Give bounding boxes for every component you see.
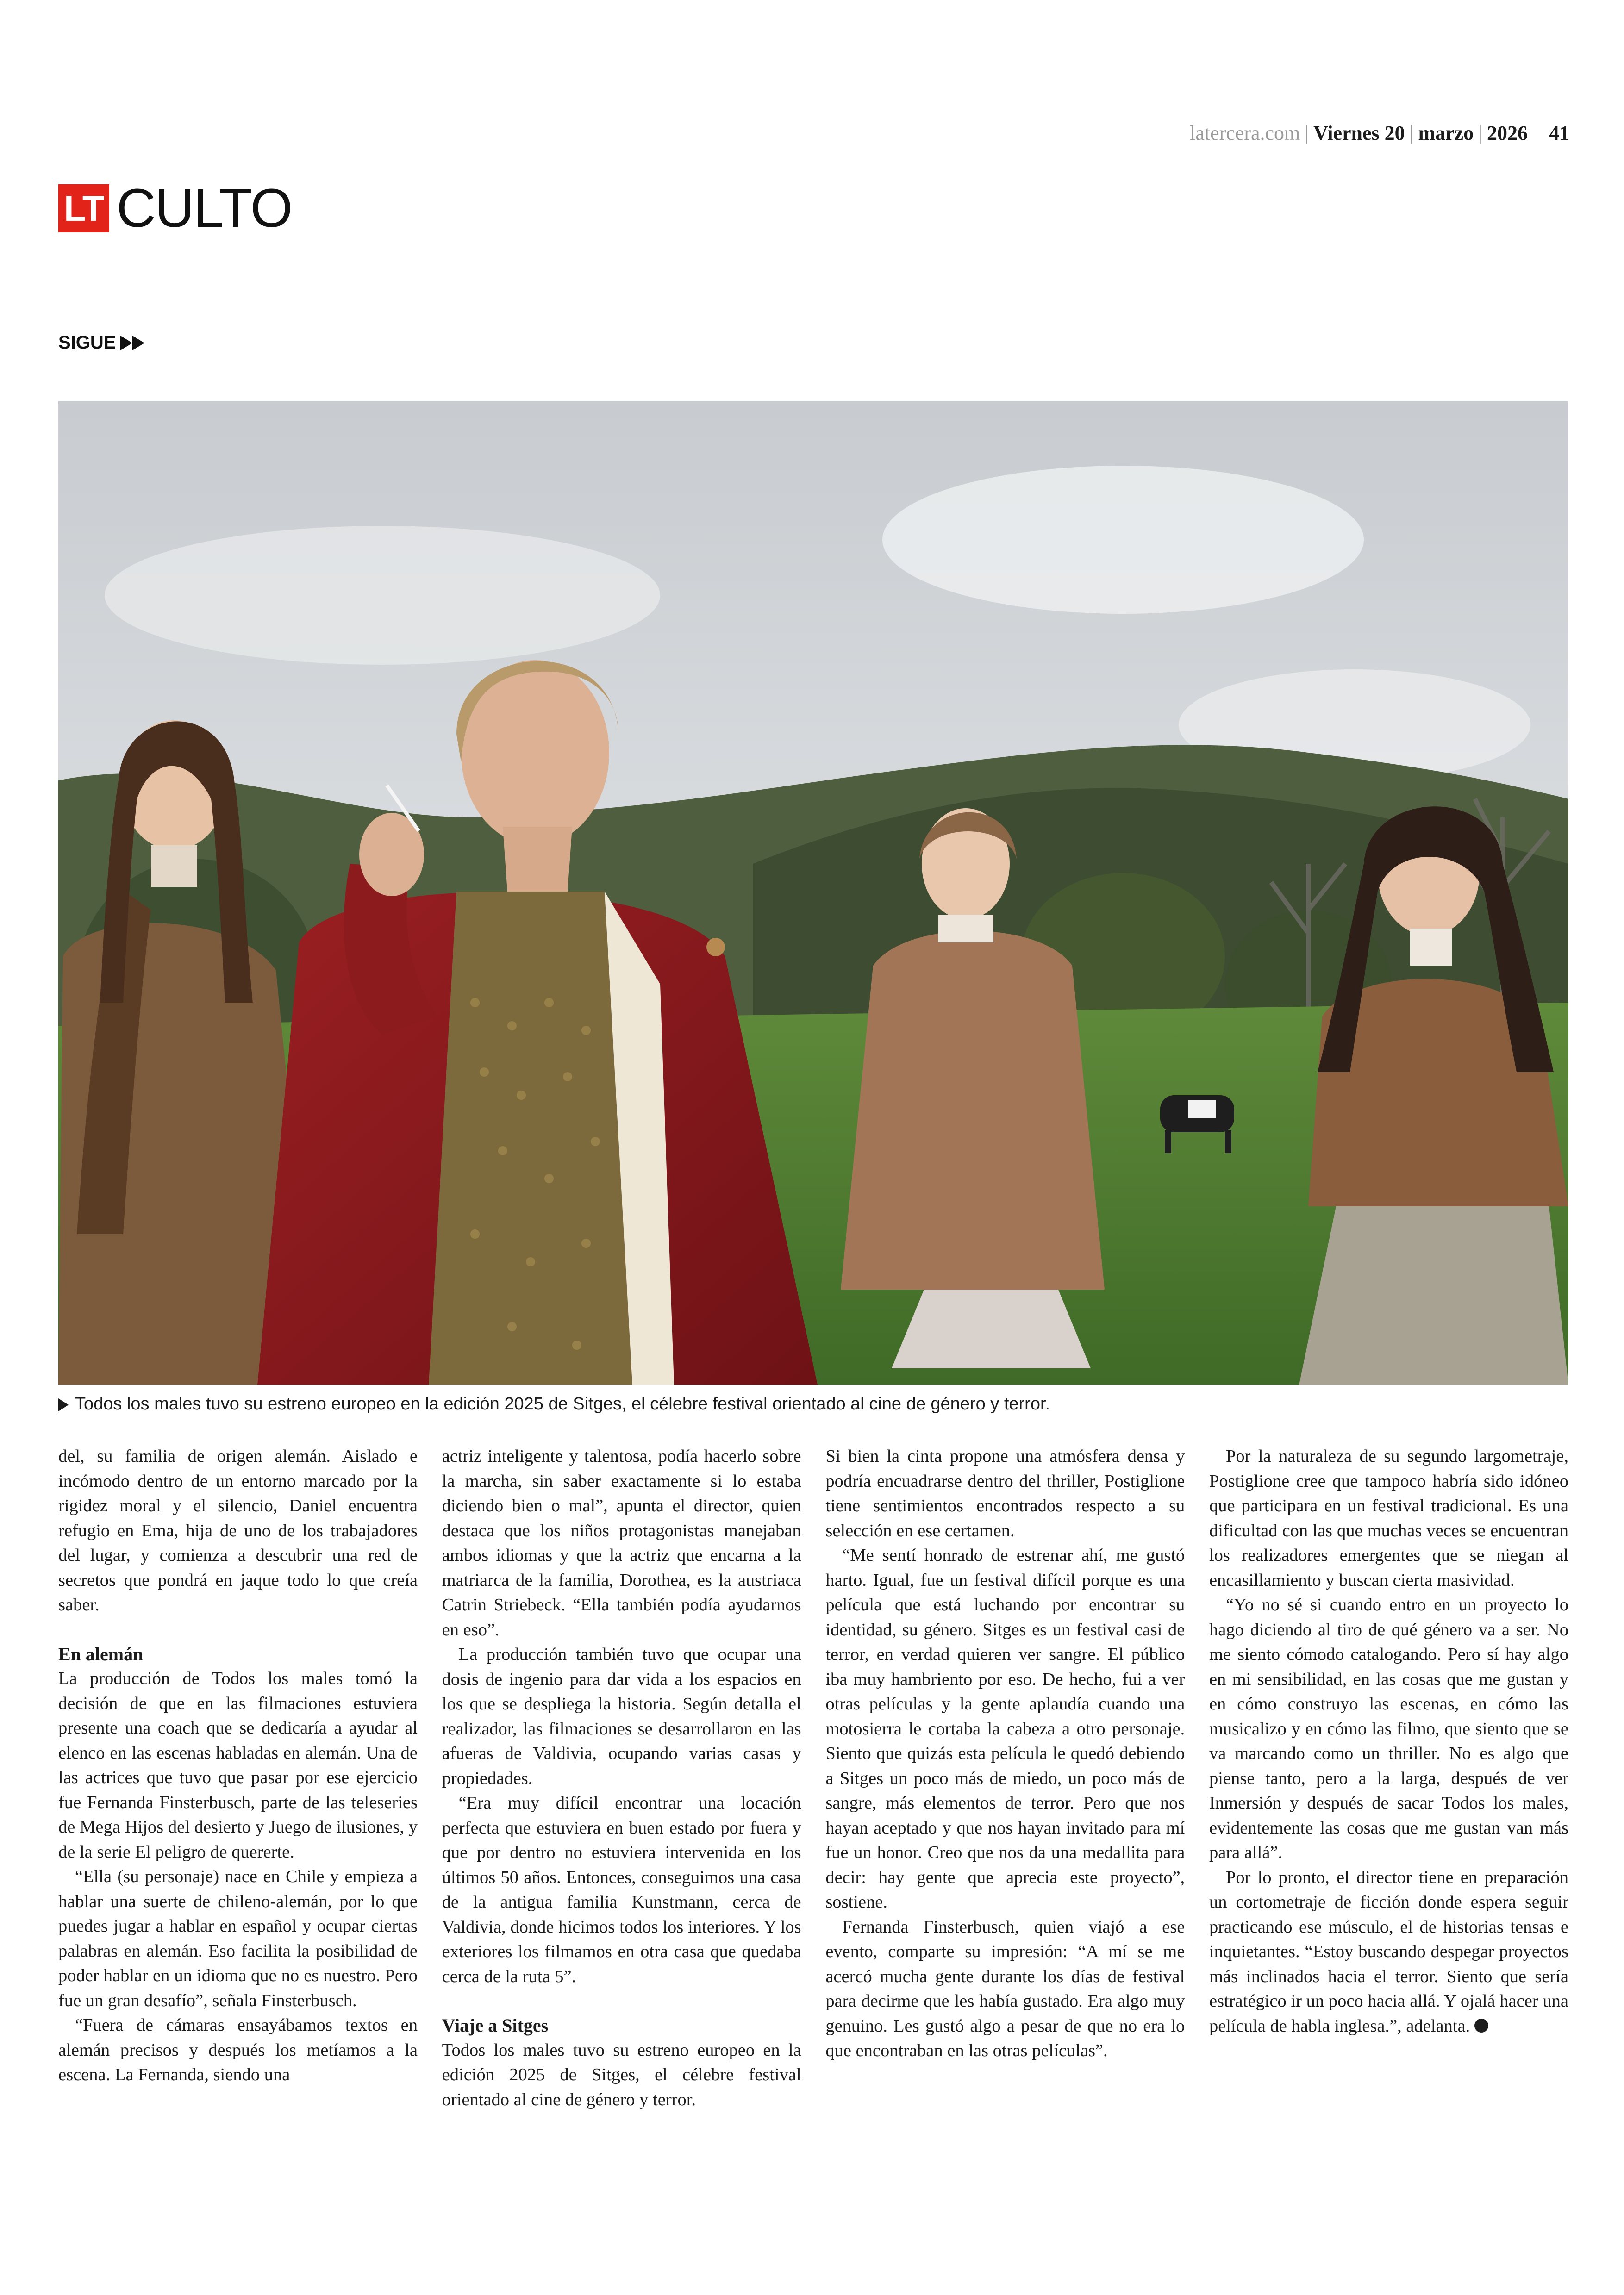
header-year: 2026 <box>1487 122 1528 144</box>
paragraph: del, su familia de origen alemán. Aislado e incómodo dentro de un entorno marcado por la rigidez moral y el silencio, Daniel encuentra refugio en Ema, hija de uno de los trabajadores del lugar, y comienza a descubrir una red de secretos que pondrá en jaque todo lo que creía saber. <box>58 1447 418 1615</box>
paragraph: Todos los males tuvo su estreno europeo en la edición 2025 de Sitges, el célebre festival orientado al cine de género y terror. <box>442 2040 801 2109</box>
paragraph: La producción también tuvo que ocupar una dosis de ingenio para dar vida a los espacios en los que se despliega la historia. Según detalla el realizador, las filmaciones se desarrollaron en las afueras de Valdivia, ocupando varias casas y propiedades. <box>442 1645 801 1788</box>
section-logo <box>58 178 292 239</box>
article-column-2 <box>442 1444 801 2185</box>
caption-text: Todos los males tuvo su estreno europeo en la edición 2025 de Sitges, el célebre festival orientado al cine de género y terror. <box>75 1394 1050 1414</box>
article-column-3 <box>825 1444 1185 2185</box>
section-name: CULTO <box>116 178 292 239</box>
photo-caption <box>58 1394 1568 1414</box>
paragraph: La producción de Todos los males tomó la decisión de que en las filmaciones estuviera presente una coach que se dedicaría a ayudar al elenco en las escenas habladas en alemán. Una de las actrices que tuvo que pasar por ese ejercicio fue Fernanda Finsterbusch, parte de las teleseries de Mega Hijos del desierto y Juego de ilusiones, y de la serie El peligro de quererte. <box>58 1669 418 1862</box>
continued-label: SIGUE <box>58 332 116 353</box>
page-number: 41 <box>1549 122 1569 144</box>
article-body <box>58 1444 1568 2185</box>
paragraph <box>1209 1865 1568 2039</box>
paragraph: Por la naturaleza de su segundo largometraje, Postiglione cree que tampoco habría sido idóneo que participara en un festival tradicional. Es una dificultad con las que muchas veces se encuentran los realizadores emergentes que se niegan al encasillamiento y buscan cierta masividad. <box>1209 1447 1568 1590</box>
subheading: Viaje a Sitges <box>442 2015 549 2036</box>
article-column-4 <box>1209 1444 1568 2185</box>
paragraph: Si bien la cinta propone una atmósfera densa y podría encuadrarse dentro del thriller, Postiglione tiene sentimientos encontrados respecto a su selección en ese certamen. <box>825 1447 1185 1540</box>
film-still-photo <box>58 401 1568 1385</box>
page-header: latercera.com | Viernes 20 | marzo | 2026 41 <box>1190 122 1569 144</box>
paragraph: “Yo no sé si cuando entro en un proyecto lo hago diciendo al tiro de qué género va a ser. No me siento cómodo catalogando. Pero sí hay algo en mi sensibilidad, en las cosas que me gustan y en cómo construyo las escenas, en cómo las musicalizo y en cómo las filmo, que siento que se va marcando como un thriller. No es algo que piense tanto, pero a la larga, después de ver Inmersión y después de sacar Todos los males, evidentemente las cosas que me gustan van más para allá”. <box>1209 1595 1568 1862</box>
end-mark-icon <box>1474 2019 1488 2033</box>
paragraph: Fernanda Finsterbusch, quien viajó a ese evento, comparte su impresión: “A mí se me acercó mucha gente durante los días de festival para decirme que les había gustado. Era algo muy genuino. Les gustó algo a pesar de que no era lo que encontraban en las otras películas”. <box>825 1917 1185 2060</box>
paragraph: actriz inteligente y talentosa, podía hacerlo sobre la marcha, sin saber exactamente si lo estaba diciendo bien o mal”, apunta el director, quien destaca que los niños protagonistas manejaban ambos idiomas y que la actriz que encarna a la matriarca de la familia, Dorothea, es la austriaca Catrin Striebeck. “Ella también podía ayudarnos en eso”. <box>442 1447 801 1640</box>
header-weekday: Viernes 20 <box>1313 122 1405 144</box>
paragraph: “Fuera de cámaras ensayábamos textos en alemán precisos y después los metíamos a la escena. La Fernanda, siendo una <box>58 2015 418 2084</box>
double-arrow-icon <box>120 336 144 350</box>
paragraph: “Me sentí honrado de estrenar ahí, me gustó harto. Igual, fue un festival difícil porque es una película que está luchando por encontrar su identidad, su género. Sitges es un festival casi de terror, en verdad quieren ver sangre. El público iba muy hambriento por eso. De hecho, fui a ver otras películas y la gente aplaudía cuando una motosierra le cortaba la cabeza a otro personaje. Siento que quizás esta película le quedó debiendo a Sitges un poco más de miedo, un poco más de sangre, más elementos de terror. Pero que nos hayan aceptado y que nos hayan invitado para mí fue un honor. Creo que nos da una medallita para decir: hay gente que aprecia este proyecto”, sostiene. <box>825 1546 1185 1912</box>
header-month: marzo <box>1418 122 1474 144</box>
article-photo <box>58 401 1568 1385</box>
paragraph-text: Por lo pronto, el director tiene en preparación un cortometraje de ficción donde espera seguir practicando ese músculo, el de historias tensas e inquietantes. “Estoy buscando despegar proyectos más inclinados hacia el terror. Siento que sería estratégico ir un poco hacia allá. Y ojalá hacer una película de habla inglesa.”, adelanta. <box>1209 1867 1568 2036</box>
paragraph: “Era muy difícil encontrar una locación perfecta que estuviera en buen estado por fuera y que por dentro no estuviera intervenida en los últimos 50 años. Entonces, conseguimos una casa de la antigua familia Kunstmann, cerca de Valdivia, donde hicimos todos los interiores. Y los exteriores los filmamos en otra casa que quedaba cerca de la ruta 5”. <box>442 1793 801 1986</box>
paragraph: “Ella (su personaje) nace en Chile y empieza a hablar una suerte de chileno-alemán, por lo que puedes jugar a hablar en español y ocupar ciertas palabras en alemán. Eso facilita la posibilidad de poder hablar en un idioma que no es nuestro. Pero fue un gran desafío”, señala Finsterbusch. <box>58 1867 418 2010</box>
subheading: En alemán <box>58 1643 144 1665</box>
caption-arrow-icon <box>58 1398 69 1411</box>
article-column-1 <box>58 1444 418 2185</box>
lt-logo-box: LT <box>58 184 109 232</box>
continued-kicker <box>58 332 144 353</box>
site-name[interactable]: latercera.com <box>1190 122 1300 144</box>
